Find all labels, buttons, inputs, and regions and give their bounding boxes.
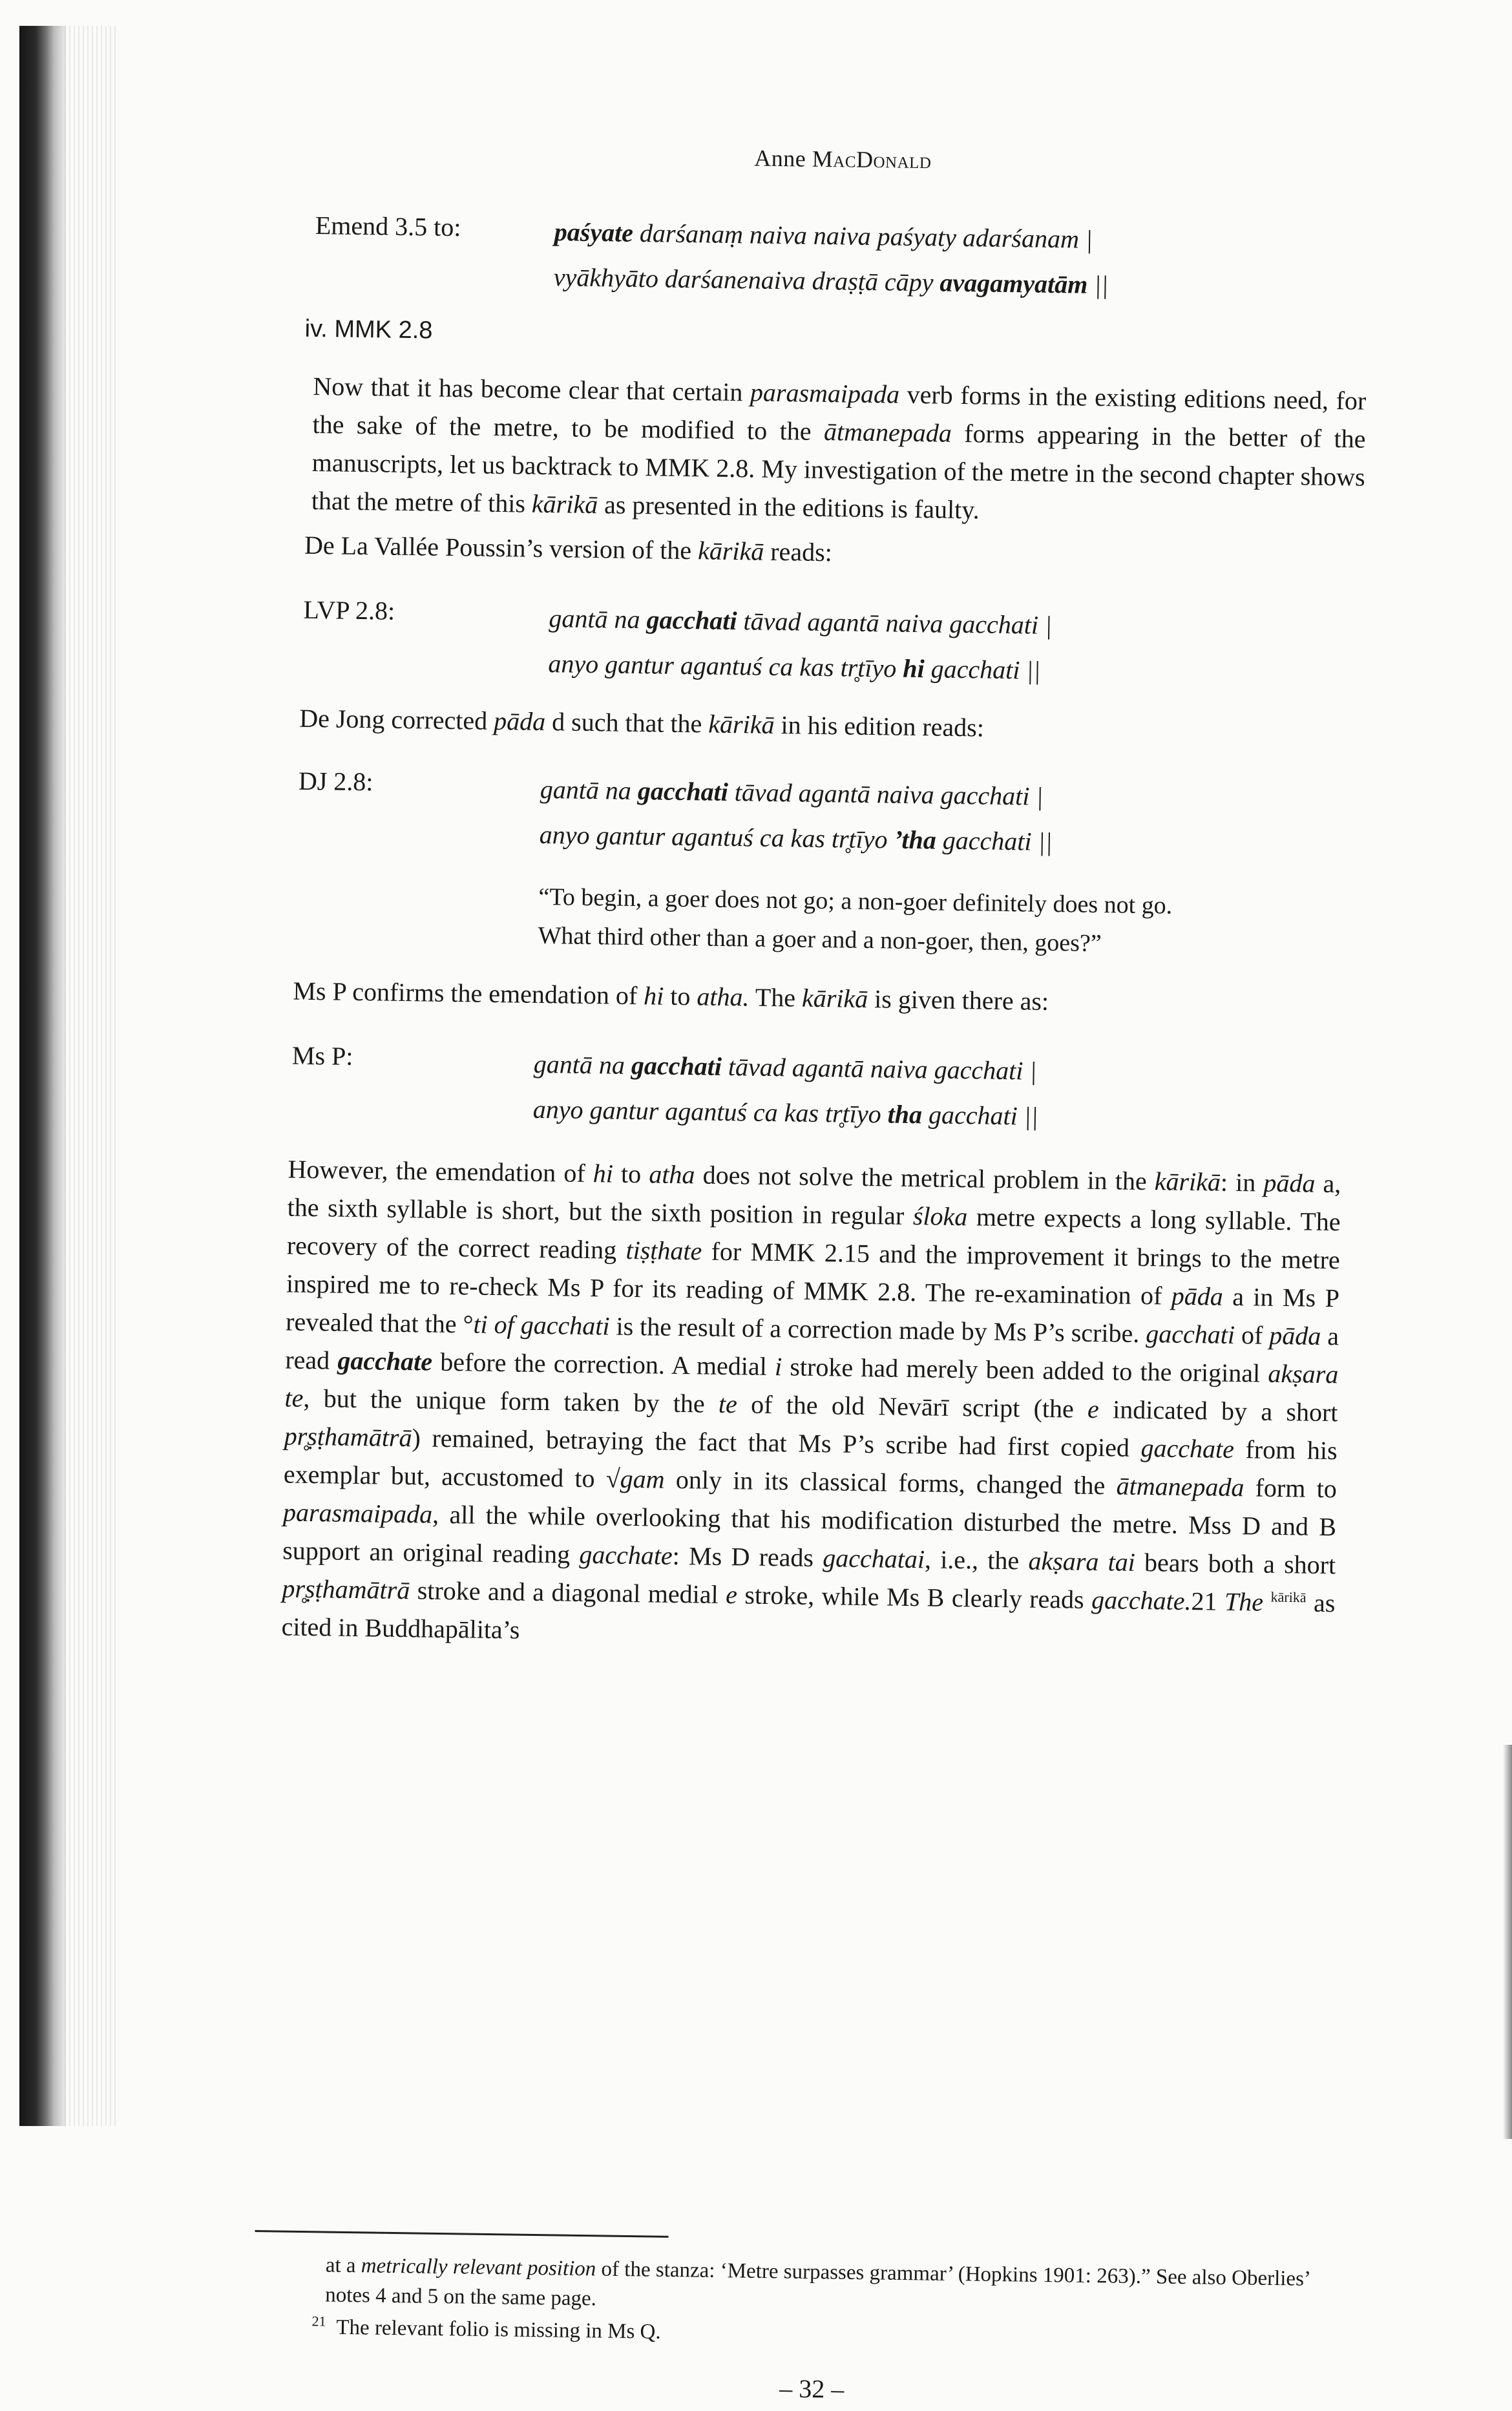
lvp-verse-line-2: anyo gantur agantuś ca kas tr̥tīyo hi gacchati || [548,649,1041,685]
footnote-20-continued: at a metrically relevant position of the stanza: ‘Metre surpasses grammar’ (Hopkins 1901: 263).” See also Oberlies’ notes 4 and 5 on the same page. [324,2253,1310,2311]
scan-edge-shadow [1503,1745,1512,2139]
dj-translation-line-2: What third other than a goer and a non-goer, then, goes?” [538,921,1102,958]
running-head: Anne MacDonald [754,145,932,174]
lvp-intro: De La Vallée Poussin’s version of the kārikā reads: [304,530,833,567]
dj-label: DJ 2.8: [298,766,373,797]
footnote-ref-21[interactable]: kārikā [1270,1588,1307,1606]
msp-intro: Ms P confirms the emendation of hi to atha. The kārikā is given there as: [293,976,1049,1016]
page-number: – 32 – [779,2374,845,2404]
section-heading: iv. MMK 2.8 [304,315,433,344]
dj-intro: De Jong corrected pāda d such that the kārikā in his edition reads: [299,703,985,742]
main-paragraph: However, the emendation of hi to atha does not solve the metrical problem in the kārikā: in pāda a, the sixth syllable is short, but the sixth position in regular śloka metre expects a long syllable. The recovery of the correct reading tiṣṭhate for MMK 2.15 and the improvement it brings to the metre inspired me to re-check Ms P for its reading of MMK 2.8. The re-examination of pāda a in Ms P revealed that the °ti of gacchati is the result of a correction made by Ms P’s scribe. gacchati of pāda a read gacchate before the correction. A medial i stroke had merely been added to the original akṣara te, but the unique form taken by the te of the old Nevārī script (the e indicated by a short pr̥ṣṭhamātrā) remained, betraying the fact that Ms P’s scribe had first copied gacchate from his exemplar but, accustomed to √gam only in its classical forms, changed the ātmanepada form to parasmaipada, all the while overlooking that his modification disturbed the metre. Mss D and B support an original reading gacchate: Ms D reads gacchatai, i.e., the akṣara tai bears both a short pr̥ṣṭhamātrā stroke and a diagonal medial e stroke, while Ms B clearly reads gacchate.21 The $^{kārikā}$ as cited in Buddhapālita’s [281,1154,1341,1645]
emend-verse-line-1: paśyate darśanaṃ naiva naiva paśyaty adarśanam | [554,217,1093,254]
msp-verse-line-1: gantā na gacchati tāvad agantā naiva gacchati | [533,1049,1037,1086]
emend-label: Emend 3.5 to: [315,210,461,242]
msp-verse-line-2: anyo gantur agantuś ca kas tr̥tīyo tha gacchati || [532,1094,1039,1131]
scan-binding-lines [65,26,116,2126]
footnote-rule [255,2230,669,2238]
dj-verse-line-2: anyo gantur agantuś ca kas tr̥tīyo ’tha gacchati || [539,819,1053,857]
page [281,129,1370,2404]
intro-paragraph: Now that it has become clear that certain parasmaipada verb forms in the existing editions need, for the sake of the metre, to be modified to the ātmanepada forms appearing in the better of the manuscripts, let us backtrack to MMK 2.8. My investigation of the metre in the second chapter shows that the metre of this kārikā as presented in the editions is faulty. [311,371,1367,525]
dj-translation-line-1: “To begin, a goer does not go; a non-goer definitely does not go. [538,883,1173,920]
dj-verse-line-1: gantā na gacchati tāvad agantā naiva gacchati | [540,774,1044,811]
emend-verse-line-2: vyākhyāto darśanenaiva draṣṭā cāpy avagamyatām || [553,262,1109,300]
msp-label: Ms P: [291,1040,353,1071]
lvp-verse-line-1: gantā na gacchati tāvad agantā naiva gacchati | [549,604,1053,640]
scan-binding-shadow [19,26,66,2126]
footnote-21: $^{21}$ The relevant folio is missing in Ms Q. [311,2313,661,2344]
lvp-label: LVP 2.8: [303,595,395,626]
